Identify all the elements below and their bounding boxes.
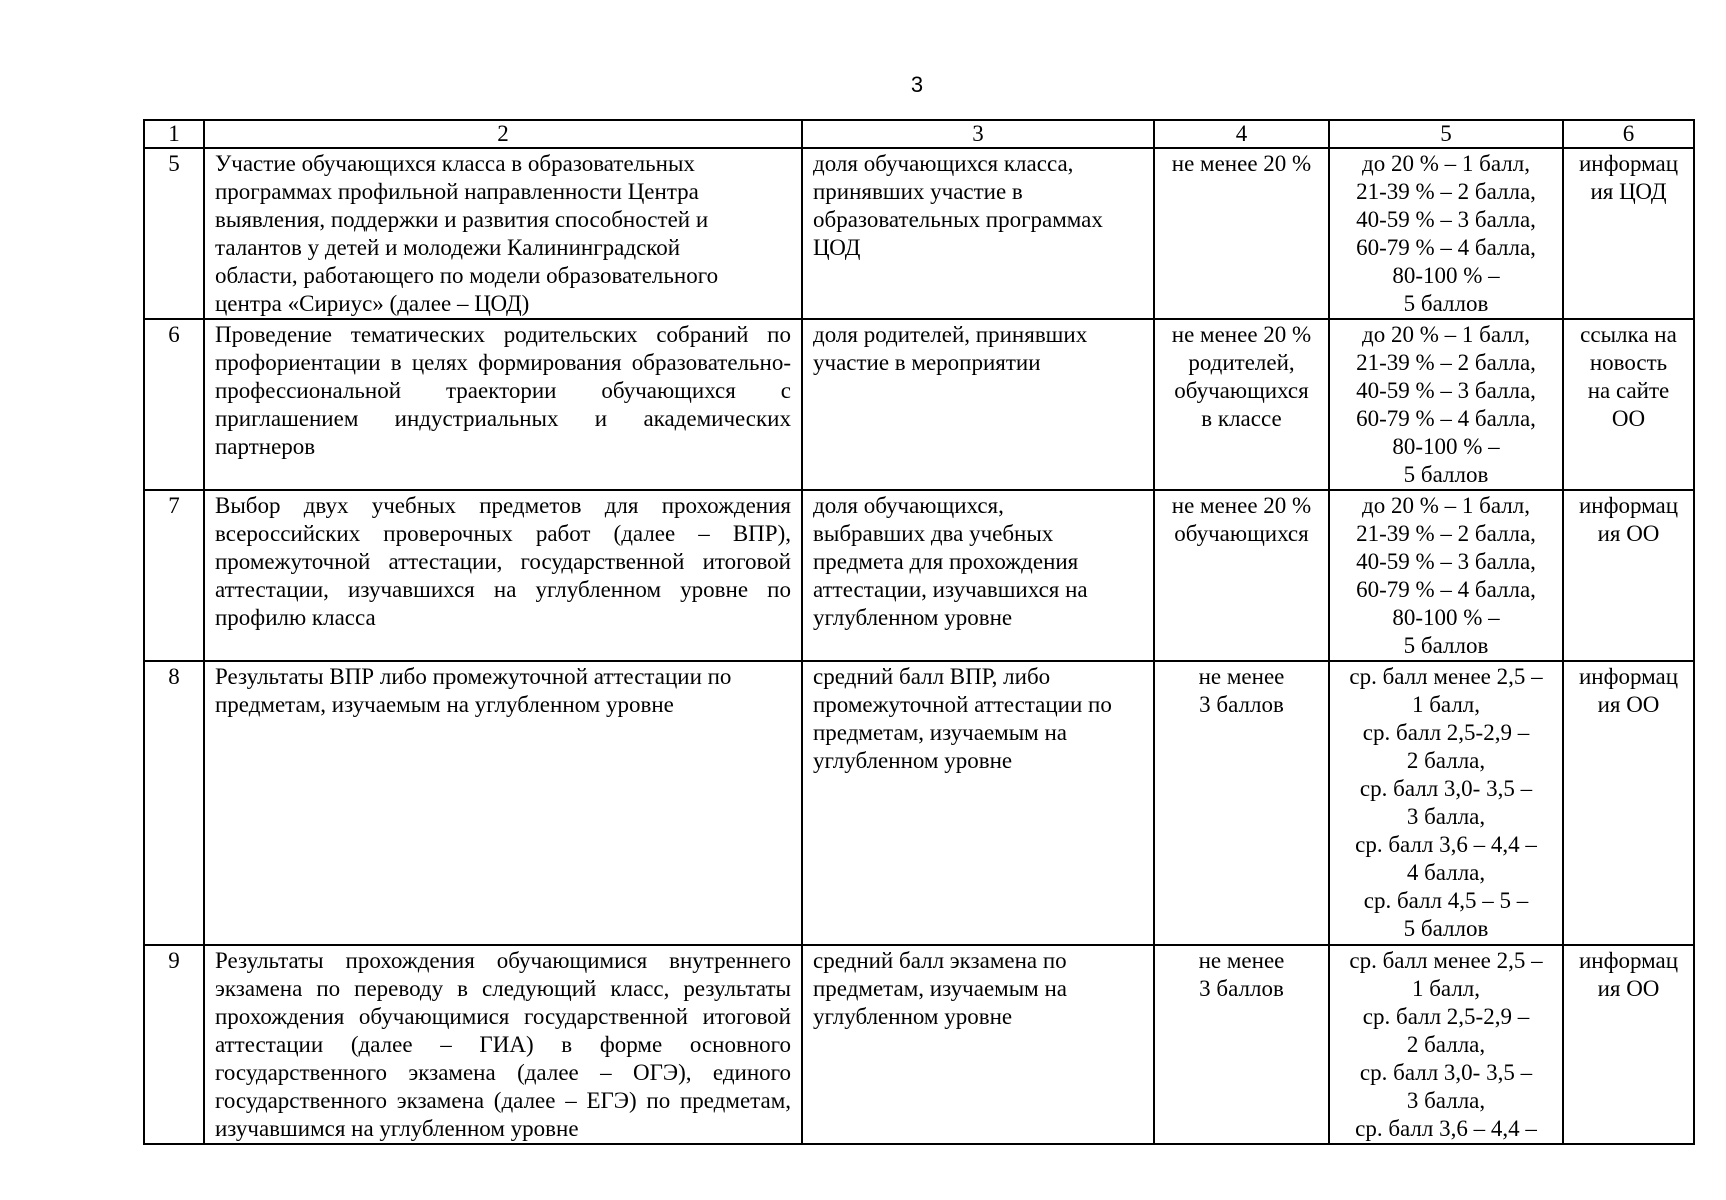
table-row bbox=[144, 148, 1694, 319]
indicator-cell: доля родителей, принявших участие в мероприятии bbox=[802, 319, 1154, 490]
scoring-cell: до 20 % – 1 балл, 21-39 % – 2 балла, 40-59 % – 3 балла, 60-79 % – 4 балла, 80-100 % – 5 баллов bbox=[1329, 490, 1563, 661]
indicator-cell: доля обучающихся класса, принявших участие в образовательных программах ЦОД bbox=[802, 148, 1154, 319]
row-number: 9 bbox=[144, 945, 204, 1144]
criterion-cell: Результаты прохождения обучающимися внутреннего экзамена по переводу в следующий класс, результаты прохождения обучающимися государственной итоговой аттестации (далее – ГИА) в форме основного государственного экзамена (далее – ОГЭ), единого государственного экзамена (далее – ЕГЭ) по предметам, изучавшимся на углубленном уровне bbox=[204, 945, 802, 1144]
source-cell: информац ия ОО bbox=[1563, 661, 1694, 945]
criterion-cell: Участие обучающихся класса в образовательных программах профильной направленности Центра выявления, поддержки и развития способностей и талантов у детей и молодежи Калининградской области, работающего по модели образовательного центра «Сириус» (далее – ЦОД) bbox=[204, 148, 802, 319]
indicator-cell: средний балл ВПР, либо промежуточной аттестации по предметам, изучаемым на углубленном уровне bbox=[802, 661, 1154, 945]
criterion-cell: Проведение тематических родительских собраний по профориентации в целях формирования образовательно-профессиональной траектории обучающихся с приглашением индустриальных и академических партнеров bbox=[204, 319, 802, 490]
criterion-cell: Результаты ВПР либо промежуточной аттестации по предметам, изучаемым на углубленном уровне bbox=[204, 661, 802, 945]
table-row bbox=[144, 945, 1694, 1144]
threshold-cell: не менее 20 % bbox=[1154, 148, 1329, 319]
column-number-6: 6 bbox=[1563, 120, 1694, 148]
column-number-3: 3 bbox=[802, 120, 1154, 148]
column-number-5: 5 bbox=[1329, 120, 1563, 148]
source-cell: информац ия ОО bbox=[1563, 945, 1694, 1144]
row-number: 5 bbox=[144, 148, 204, 319]
table-header-row bbox=[144, 120, 1694, 148]
column-number-2: 2 bbox=[204, 120, 802, 148]
threshold-cell: не менее 3 баллов bbox=[1154, 945, 1329, 1144]
indicator-cell: доля обучающихся, выбравших два учебных предмета для прохождения аттестации, изучавшихся на углубленном уровне bbox=[802, 490, 1154, 661]
scoring-cell: до 20 % – 1 балл, 21-39 % – 2 балла, 40-59 % – 3 балла, 60-79 % – 4 балла, 80-100 % – 5 баллов bbox=[1329, 319, 1563, 490]
threshold-cell: не менее 20 % родителей, обучающихся в классе bbox=[1154, 319, 1329, 490]
scoring-cell: до 20 % – 1 балл, 21-39 % – 2 балла, 40-59 % – 3 балла, 60-79 % – 4 балла, 80-100 % – 5 баллов bbox=[1329, 148, 1563, 319]
source-cell: ссылка на новость на сайте ОО bbox=[1563, 319, 1694, 490]
source-cell: информац ия ЦОД bbox=[1563, 148, 1694, 319]
scoring-cell: ср. балл менее 2,5 – 1 балл, ср. балл 2,5-2,9 – 2 балла, ср. балл 3,0- 3,5 – 3 балла, ср. балл 3,6 – 4,4 – bbox=[1329, 945, 1563, 1144]
table-row bbox=[144, 319, 1694, 490]
scoring-cell: ср. балл менее 2,5 – 1 балл, ср. балл 2,5-2,9 – 2 балла, ср. балл 3,0- 3,5 – 3 балла, ср. балл 3,6 – 4,4 – 4 балла, ср. балл 4,5 – 5 – 5 баллов bbox=[1329, 661, 1563, 945]
column-number-4: 4 bbox=[1154, 120, 1329, 148]
column-number-1: 1 bbox=[144, 120, 204, 148]
threshold-cell: не менее 3 баллов bbox=[1154, 661, 1329, 945]
indicator-cell: средний балл экзамена по предметам, изучаемым на углубленном уровне bbox=[802, 945, 1154, 1144]
criteria-table bbox=[143, 119, 1695, 1145]
criterion-cell: Выбор двух учебных предметов для прохождения всероссийских проверочных работ (далее – ВПР), промежуточной аттестации, государственной итоговой аттестации, изучавшихся на углубленном уровне по профилю класса bbox=[204, 490, 802, 661]
page-number: 3 bbox=[910, 72, 924, 97]
table-row bbox=[144, 661, 1694, 945]
row-number: 8 bbox=[144, 661, 204, 945]
table-row bbox=[144, 490, 1694, 661]
threshold-cell: не менее 20 % обучающихся bbox=[1154, 490, 1329, 661]
row-number: 6 bbox=[144, 319, 204, 490]
row-number: 7 bbox=[144, 490, 204, 661]
source-cell: информац ия ОО bbox=[1563, 490, 1694, 661]
